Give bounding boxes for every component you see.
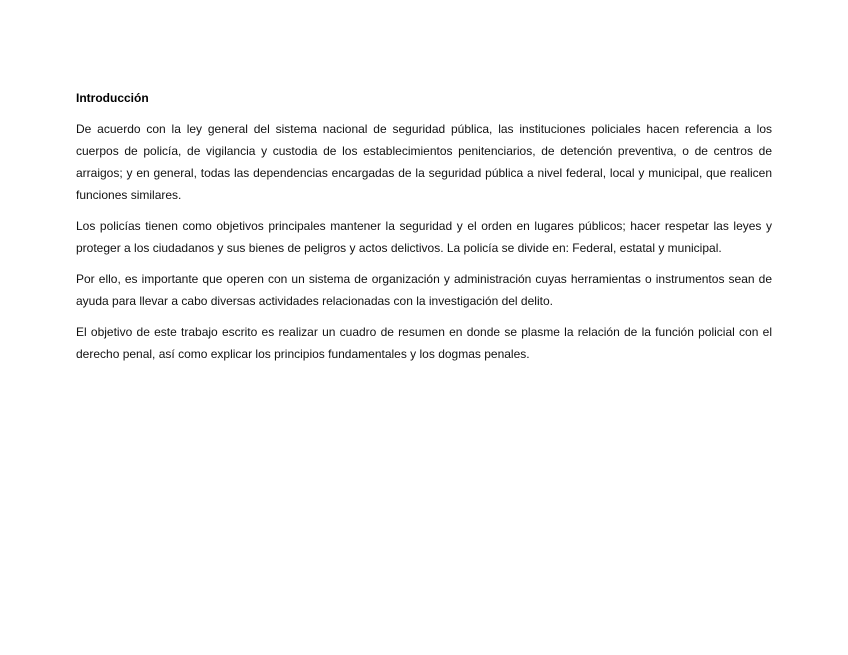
document-body — [76, 90, 772, 374]
section-heading: Introducción — [76, 91, 149, 105]
paragraph-3: Por ello, es importante que operen con un sistema de organización y administración cuyas herramientas o instrumentos sean de ayuda para llevar a cabo diversas actividades relacionadas con la investigación del delito. — [76, 272, 772, 308]
paragraph-1: De acuerdo con la ley general del sistema nacional de seguridad pública, las instituciones policiales hacen referencia a los cuerpos de policía, de vigilancia y custodia de los establecimientos penitenciarios, de detención preventiva, o de centros de arraigos; y en general, todas las dependencias encargadas de la seguridad pública a nivel federal, local y municipal, que realicen funciones similares. — [76, 122, 772, 202]
paragraph-2: Los policías tienen como objetivos principales mantener la seguridad y el orden en lugares públicos; hacer respetar las leyes y proteger a los ciudadanos y sus bienes de peligros y actos delictivos. La policía se divide en: Federal, estatal y municipal. — [76, 219, 772, 255]
paragraph-4: El objetivo de este trabajo escrito es realizar un cuadro de resumen en donde se plasme la relación de la función policial con el derecho penal, así como explicar los principios fundamentales y los dogmas penales. — [76, 325, 772, 361]
